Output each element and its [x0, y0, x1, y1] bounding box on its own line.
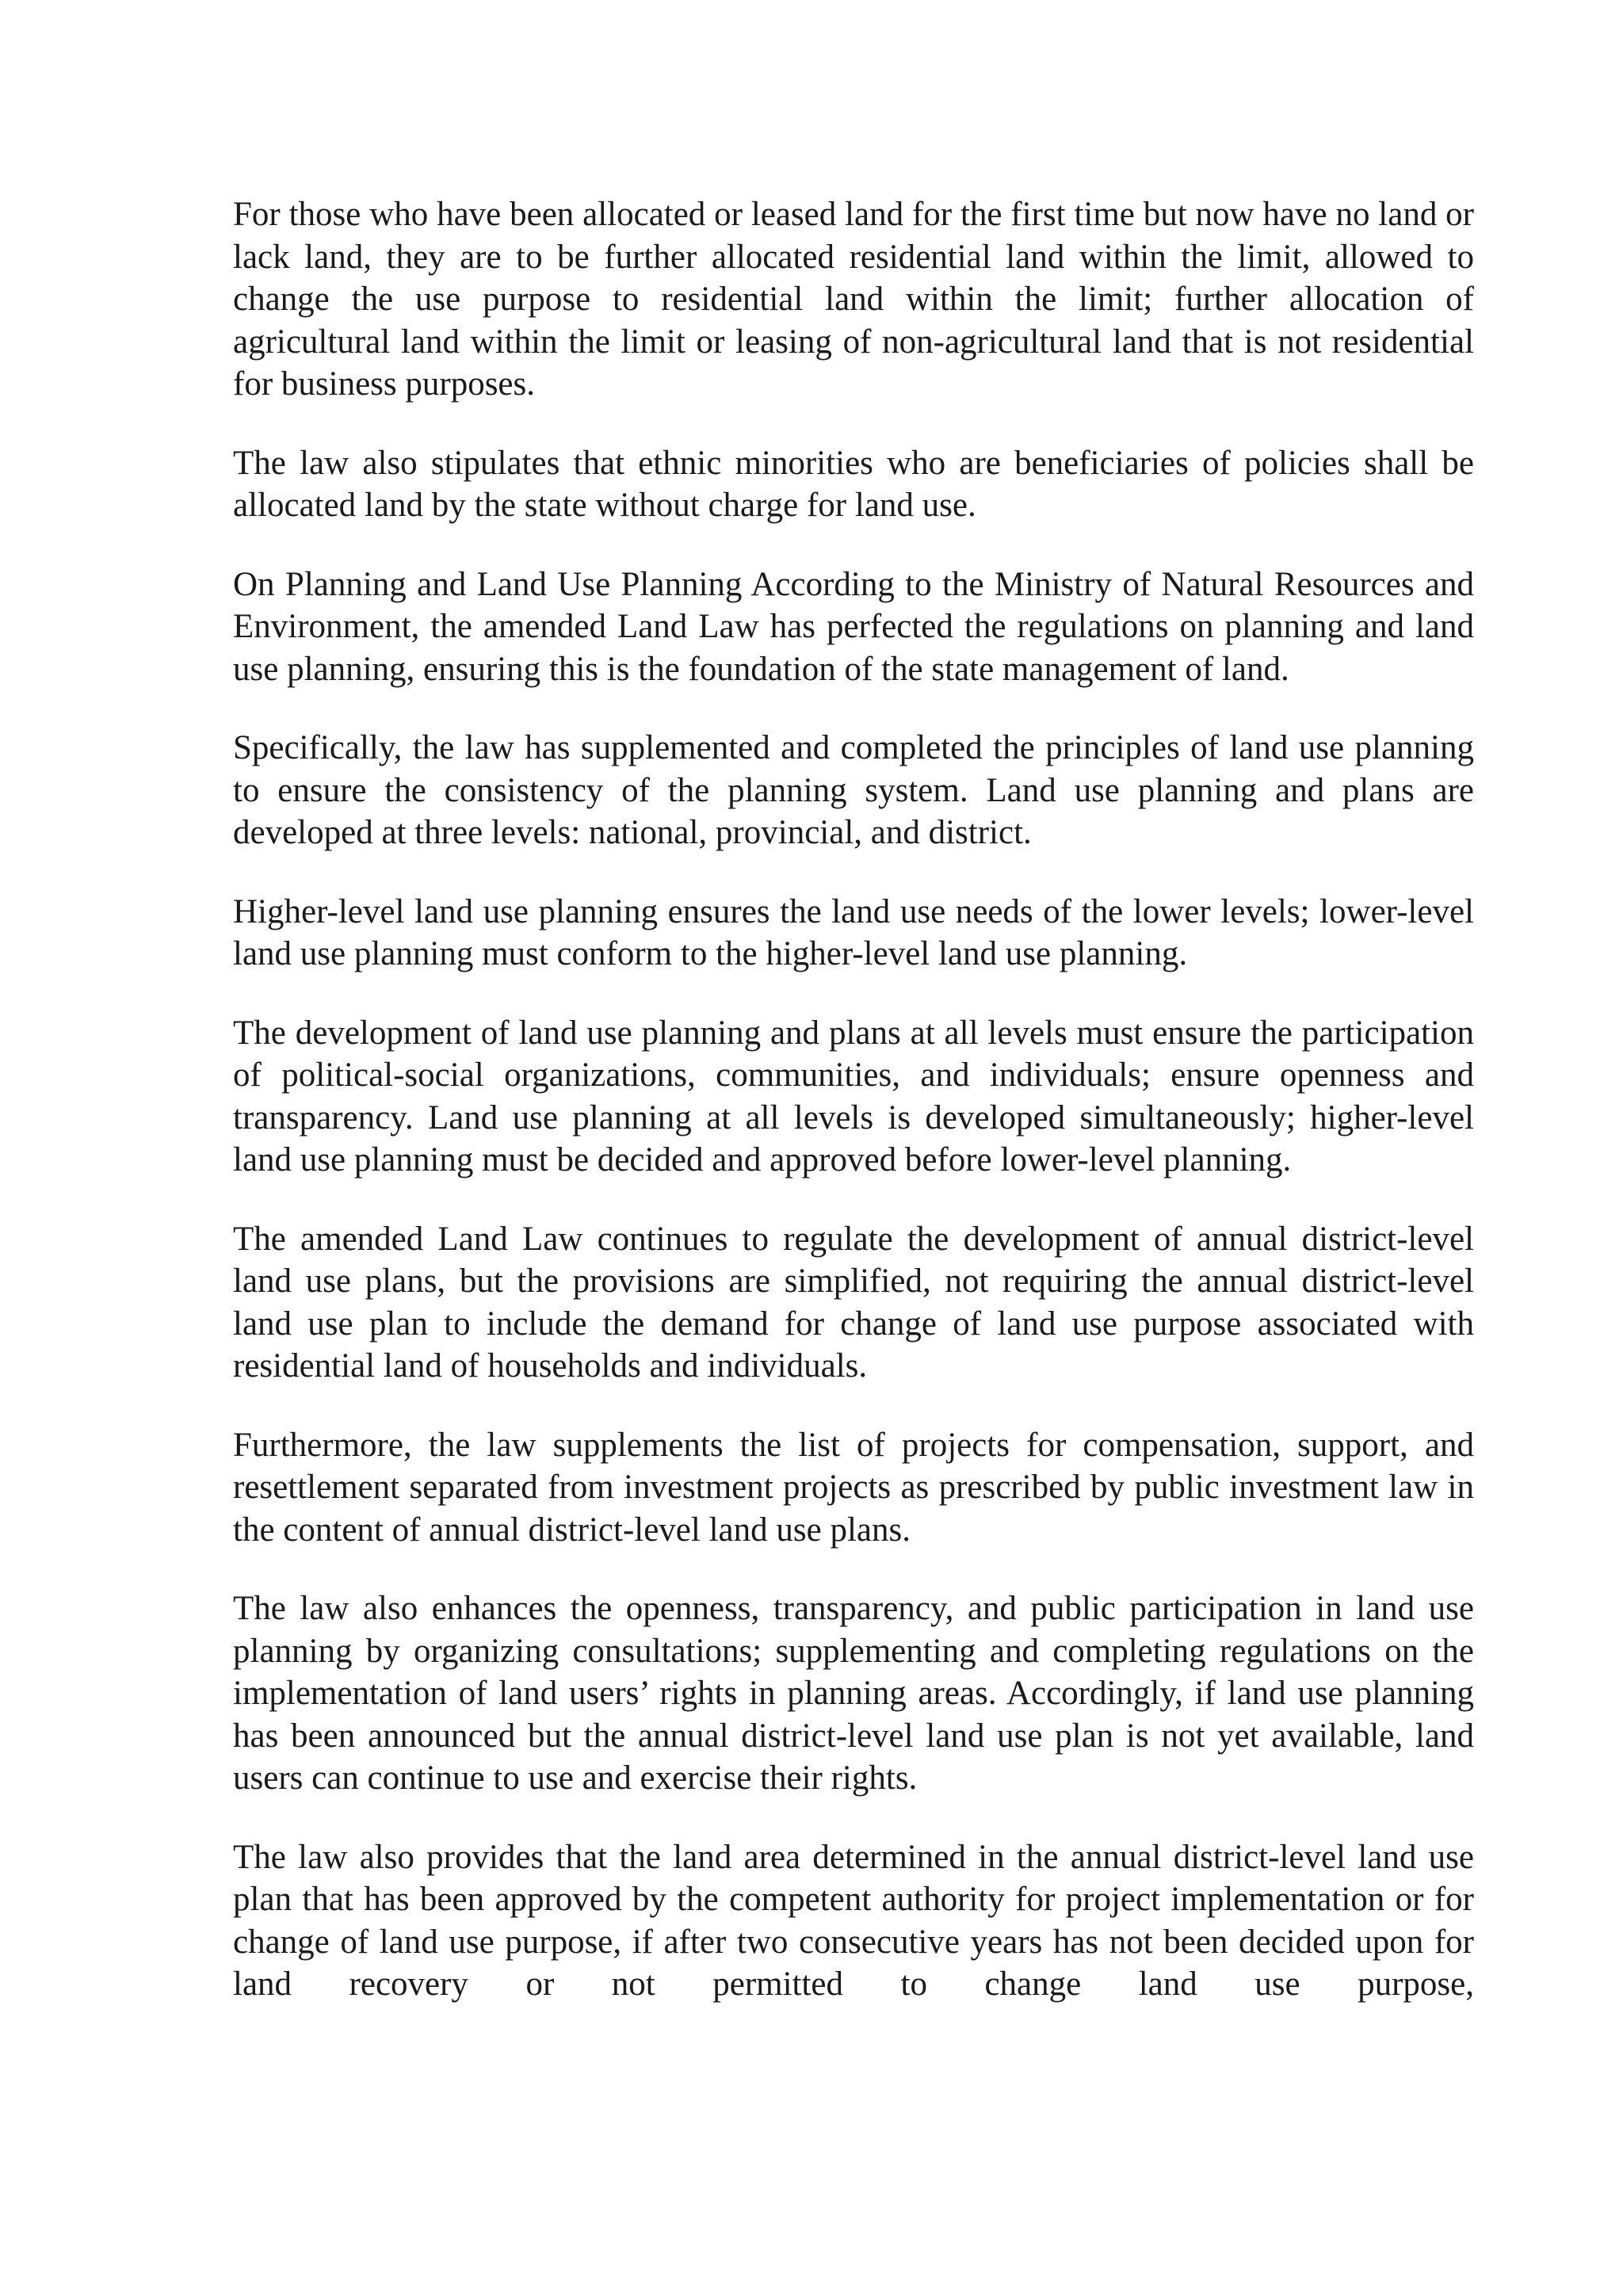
- paragraph-first-time-allocation: For those who have been allocated or leased land for the first time but now have no land or lack land, they are to be further allocated residential land within the limit, allowed to change the use purpose to residential land within the limit; further allocation of agricultural land within the limit or leasing of non-agricultural land that is not residential for business purposes.: [233, 196, 1474, 403]
- paragraph-compensation-projects: Furthermore, the law supplements the list of projects for compensation, support, and resettlement separated from investment projects as prescribed by public investment law in the content of annual district-level land use plans.: [233, 1426, 1474, 1549]
- paragraph-annual-district-plans: The amended Land Law continues to regulate the development of annual district-level land use plans, but the provisions are simplified, not requiring the annual district-level land use plan to include the demand for change of land use purpose associated with residential land of households and individuals.: [233, 1220, 1474, 1385]
- paragraph-planning-intro: On Planning and Land Use Planning According to the Ministry of Natural Resources and Environment, the amended Land Law has perfected the regulations on planning and land use planning, ensuring this is the foundation of the state management of land.: [233, 565, 1474, 688]
- paragraph-transparency: The law also enhances the openness, transparency, and public participation in land use planning by organizing consultations; supplementing and completing regulations on the implementation of land users’ rights in planning areas. Accordingly, if land use planning has been announced but the annual district-level land use plan is not yet available, land users can continue to use and exercise their rights.: [233, 1590, 1474, 1797]
- paragraph-ethnic-minorities: The law also stipulates that ethnic minorities who are beneficiaries of policies shall be allocated land by the state without charge for land use.: [233, 444, 1474, 524]
- paragraph-higher-level-planning: Higher-level land use planning ensures the land use needs of the lower levels; lower-level land use planning must conform to the higher-level land use planning.: [233, 892, 1474, 972]
- paragraph-two-consecutive-years: The law also provides that the land area determined in the annual district-level land use plan that has been approved by the competent authority for project implementation or for change of land use purpose, if after two consecutive years has not been decided upon for land recovery or not permitted to change land use purpose,: [233, 1838, 1474, 2003]
- body-text: [233, 193, 1474, 2006]
- paragraph-participation: The development of land use planning and plans at all levels must ensure the participation of political-social organizations, communities, and individuals; ensure openness and transparency. Land use planning at all levels is developed simultaneously; higher-level land use planning must be decided and approved before lower-level planning.: [233, 1014, 1474, 1179]
- paragraph-planning-levels: Specifically, the law has supplemented and completed the principles of land use planning to ensure the consistency of the planning system. Land use planning and plans are developed at three levels: national, provincial, and district.: [233, 729, 1474, 851]
